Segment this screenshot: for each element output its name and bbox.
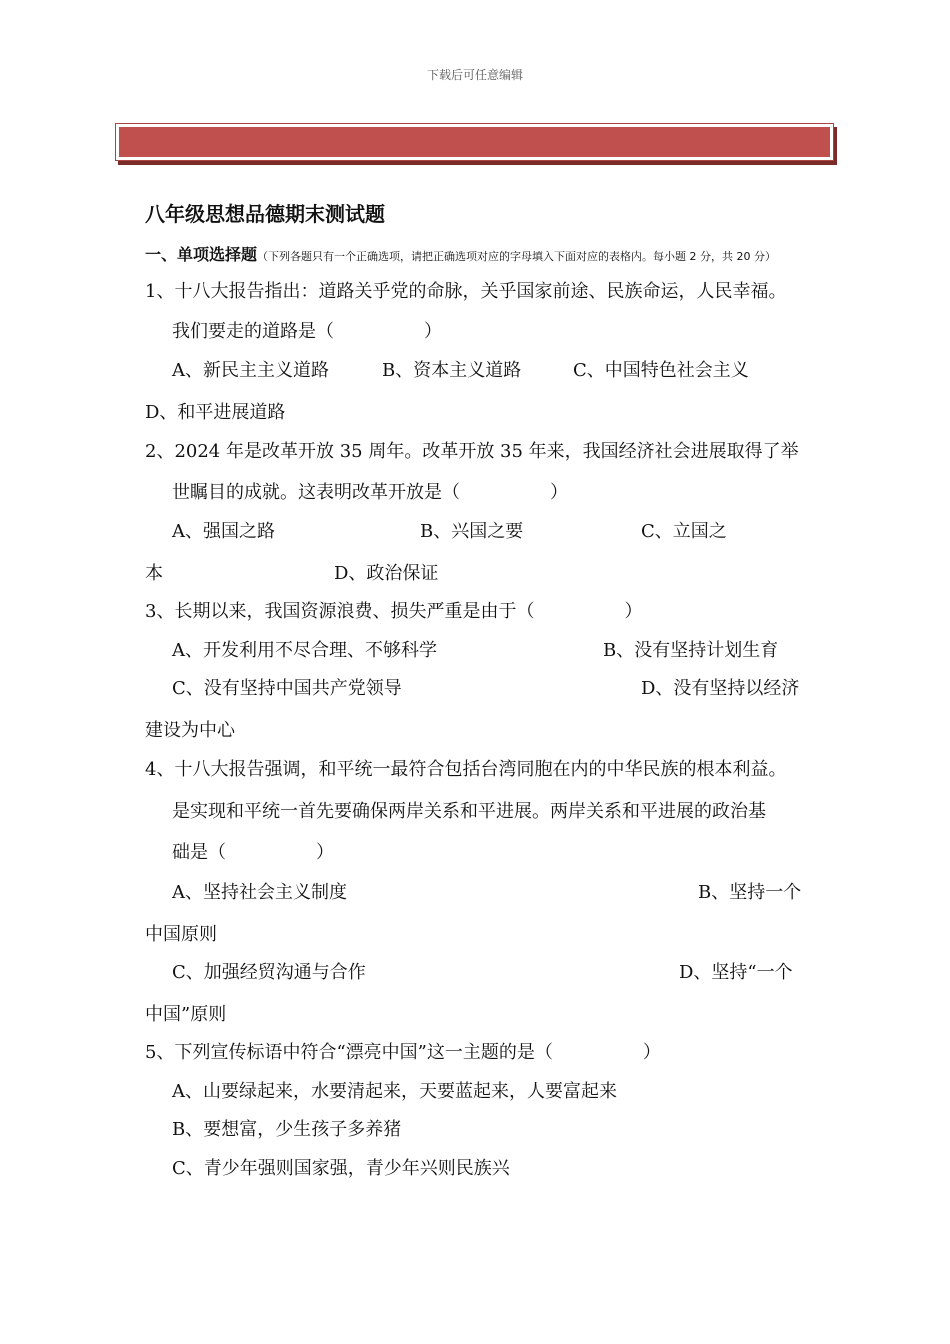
q2-option-c-wrap: 本	[145, 563, 163, 584]
q2-stem-line-2: 世瞩目的成就。这表明改革开放是（ ）	[172, 482, 568, 503]
q4-option-d-wrap: 中国”原则	[145, 1004, 227, 1025]
q4-stem-line-1: 4、十八大报告强调，和平统一最符合包括台湾同胞在内的中华民族的根本利益。	[145, 759, 787, 780]
q3-option-c: C、没有坚持中国共产党领导	[172, 678, 402, 699]
section-title: 一、单项选择题	[145, 245, 258, 264]
q1-option-b: B、资本主义道路	[382, 360, 522, 381]
exam-title: 八年级思想品德期末测试题	[145, 202, 385, 226]
q2-option-a: A、强国之路	[172, 521, 275, 542]
q4-option-a: A、坚持社会主义制度	[172, 882, 347, 903]
q4-stem-line-2: 是实现和平统一首先要确保两岸关系和平进展。两岸关系和平进展的政治基	[172, 801, 766, 822]
q1-option-c: C、中国特色社会主义	[573, 360, 749, 381]
q3-option-b: B、没有坚持计划生育	[603, 640, 779, 661]
q3-option-d: D、没有坚持以经济	[641, 678, 800, 699]
banner-fill	[120, 128, 829, 156]
q3-stem: 3、长期以来，我国资源浪费、损失严重是由于（ ）	[145, 601, 643, 622]
q4-option-d: D、坚持“一个	[679, 962, 793, 983]
q2-option-d: D、政治保证	[334, 563, 439, 584]
q1-stem-line-2: 我们要走的道路是（ ）	[172, 321, 442, 342]
q2-option-c: C、立国之	[641, 521, 727, 542]
q2-option-b: B、兴国之要	[420, 521, 524, 542]
q5-stem: 5、下列宣传标语中符合“漂亮中国”这一主题的是（ ）	[145, 1042, 661, 1063]
q5-option-c: C、青少年强则国家强，青少年兴则民族兴	[172, 1158, 510, 1179]
q1-stem-line-1: 1、十八大报告指出：道路关乎党的命脉，关乎国家前途、民族命运，人民幸福。	[145, 281, 787, 302]
q4-option-b: B、坚持一个	[698, 882, 802, 903]
decorative-banner	[115, 123, 834, 161]
q5-option-b: B、要想富，少生孩子多养猪	[172, 1119, 402, 1140]
q4-stem-line-3: 础是（ ）	[172, 842, 334, 863]
section-instructions: （下列各题只有一个正确选项，请把正确选项对应的字母填入下面对应的表格内。每小题 2 分，共 20 分）	[257, 250, 776, 263]
q5-option-a: A、山要绿起来，水要清起来，天要蓝起来，人要富起来	[172, 1081, 617, 1102]
q3-option-a: A、开发利用不尽合理、不够科学	[172, 640, 437, 661]
page-header-note: 下载后可任意编辑	[426, 68, 523, 82]
q3-option-d-wrap: 建设为中心	[145, 720, 235, 741]
q1-option-a: A、新民主主义道路	[172, 360, 329, 381]
q4-option-c: C、加强经贸沟通与合作	[172, 962, 366, 983]
q2-stem-line-1: 2、2024 年是改革开放 35 周年。改革开放 35 年来，我国经济社会进展取得了举	[145, 441, 799, 462]
section-heading	[145, 242, 776, 265]
q4-option-b-wrap: 中国原则	[145, 924, 217, 945]
q1-option-d: D、和平进展道路	[145, 402, 286, 423]
